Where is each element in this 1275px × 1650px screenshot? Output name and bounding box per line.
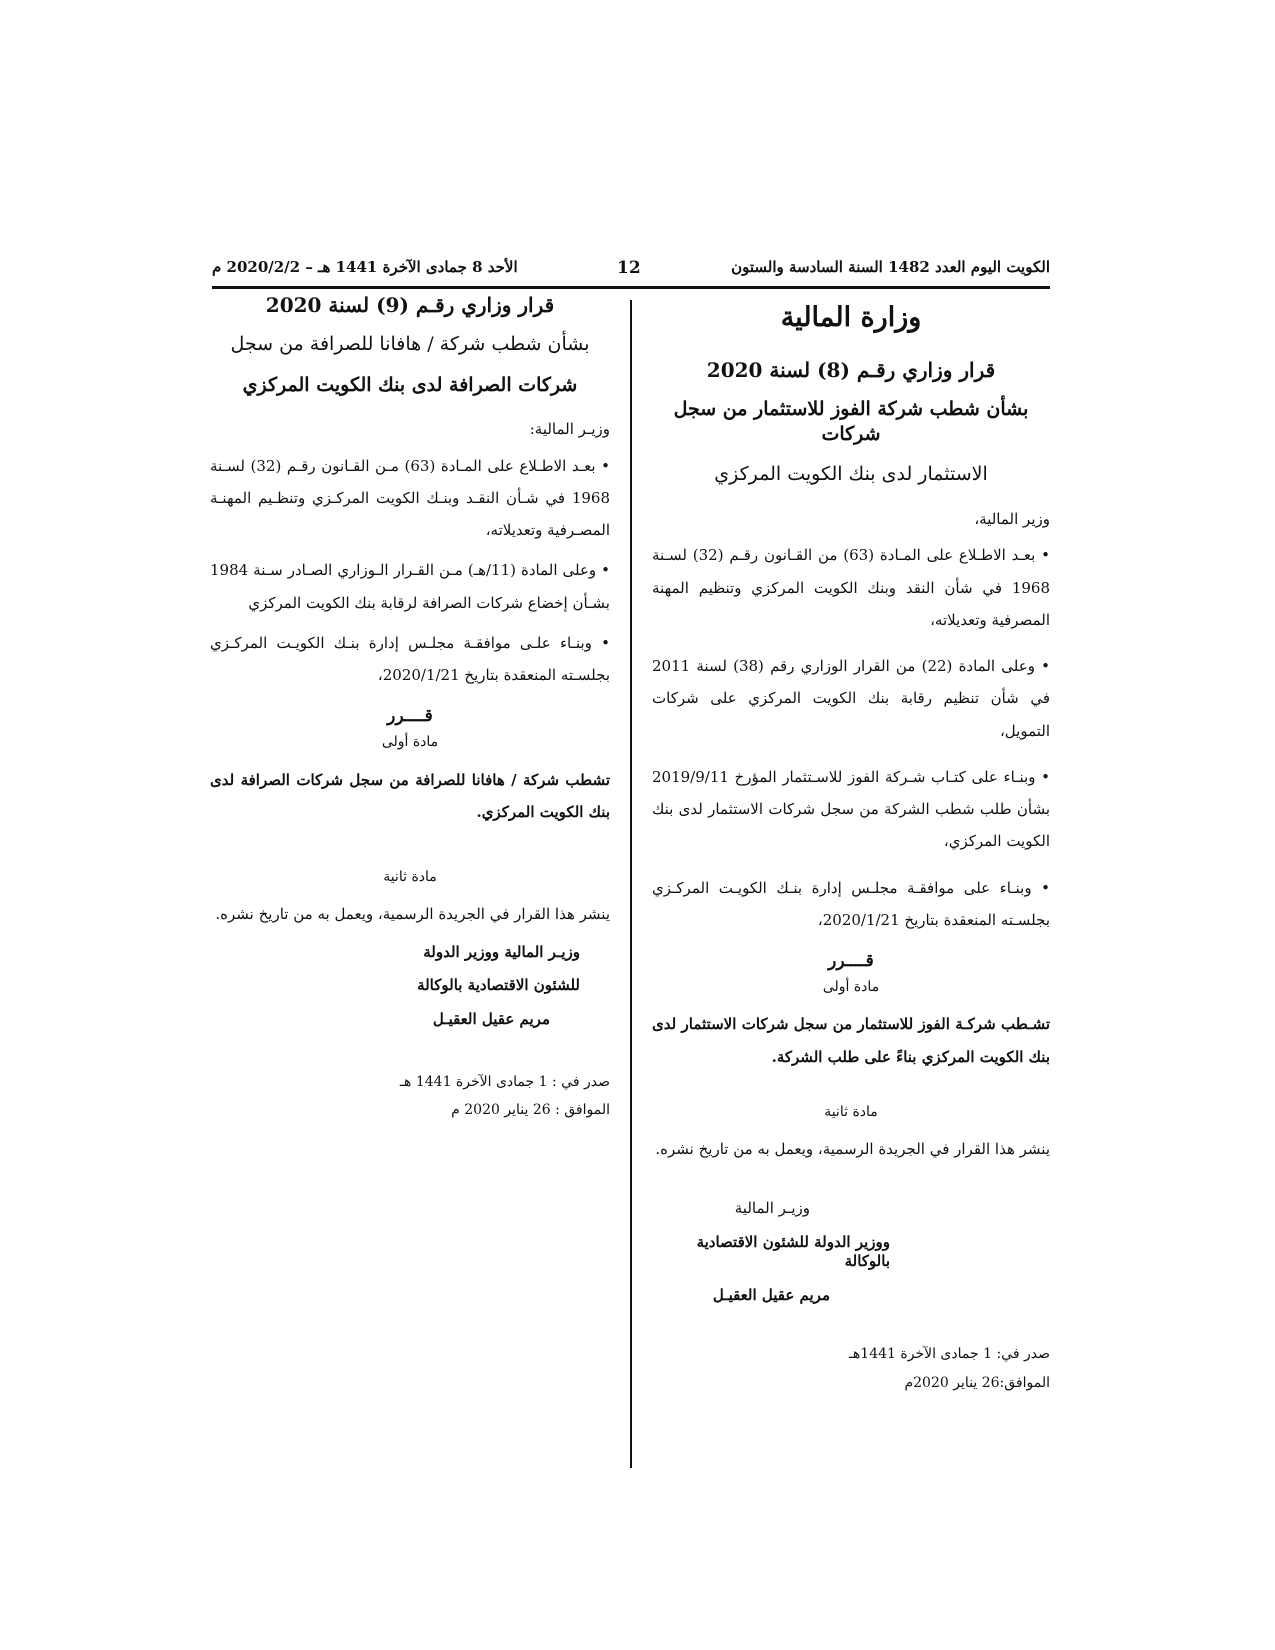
preamble-paragraph: • وبنـاء علـى موافقـة مجلـس إدارة بنـك الكويـت المركـزي بجلسـته المنعقدة بتاريخ 2020/1/21، [210,627,610,692]
decision-subject-line-1: بشأن شطب شركة / هافانا للصرافة من سجل [230,333,590,355]
issued-date-gregorian: الموافق:26 يناير 2020م [904,1374,1050,1391]
article-2-title: مادة ثانية [824,1103,878,1120]
minister-intro: وزيـر المالية: [529,420,610,439]
decided-heading: قــــرر [387,706,433,727]
decision-subject-line-2: الاستثمار لدى بنك الكويت المركزي [714,463,988,486]
signature-line-2: للشئون الاقتصادية بالوكالة [417,976,580,995]
article-2-text: ينشر هذا القرار في الجريدة الرسمية، ويعمل به من تاريخ نشره. [215,905,610,924]
decision-9-column [210,293,610,1129]
decision-title: قرار وزاري رقـم (9) لسنة 2020 [265,293,555,317]
signature-line-3: مريم عقيل العقيـل [712,1285,830,1304]
issued-date-gregorian: الموافق : 26 يناير 2020 م [451,1102,610,1119]
header-issue-info: الكويت اليوم العدد 1482 السنة السادسة والستون [731,258,1050,276]
preamble-paragraph: • وعلى المادة (11/هـ) مـن القـرار الـوزاري الصـادر سـنة 1984 بشـأن إخضاع شركات الصرافة لرقابة بنك الكويت المركزي [210,554,610,619]
minister-intro: وزير المالية، [974,510,1050,529]
decision-subject-line-1: بشأن شطب شركة الفوز للاستثمار من سجل شركات [673,398,1029,445]
preamble-paragraph: • بعـد الاطـلاع على المـادة (63) من القـانون رقـم (32) لسـنة 1968 في شأن النقد وبنك الكويت المركزي وتنظيم المهنة المصرفية وتعديلاته، [652,539,1050,636]
page-header [212,258,1050,289]
preamble-paragraph: • وبنـاء على موافقـة مجلـس إدارة بنـك الكويـت المركـزي بجلسـته المنعقدة بتاريخ 2020/1/21، [652,872,1050,937]
column-divider [630,300,632,1468]
signature-line-3: مريم عقيل العقيـل [432,1009,550,1028]
article-2-text: ينشر هذا القرار في الجريدة الرسمية، ويعمل به من تاريخ نشره. [655,1140,1050,1159]
article-1-title: مادة أولى [381,734,439,751]
issued-date-hijri: صدر في : 1 جمادى الآخرة 1441 هـ [399,1074,610,1091]
signature-line-1: وزيـر المالية ووزير الدولة [423,942,580,961]
decision-subject-line-2: شركات الصرافة لدى بنك الكويت المركزي [242,373,578,396]
article-1-text: تشـطب شركـة الفوز للاستثمار من سجل شركات الاستثمار لدى بنك الكويت المركزي بناءً على طلب الشركة. [652,1015,1050,1066]
signature-line-1: وزيـر المالية [734,1199,810,1218]
decision-8-column [652,298,1050,1402]
ministry-title: وزارة المالية [780,302,922,333]
decided-heading: قــــرر [828,951,874,972]
article-1-text: تشطب شركة / هافانا للصرافة من سجل شركات الصرافة لدى بنك الكويت المركزي. [210,770,610,821]
header-date: الأحد 8 جمادى الآخرة 1441 هـ – 2020/2/2 م [212,258,518,276]
preamble-paragraph: • بعـد الاطـلاع على المـادة (63) مـن القـانون رقـم (32) لسـنة 1968 في شـأن النقـد وبنـك الكويت المركـزي وتنظـيم المهنـة المصـرفية وتعديلاته، [210,450,610,547]
header-page-number: 12 [617,258,641,278]
article-1-title: مادة أولى [822,979,880,996]
preamble-paragraph: • وبنـاء على كتـاب شـركة الفوز للاسـتثمار المؤرخ 2019/9/11 بشأن طلب شطب الشركة من سجل شركات الاستثمار لدى بنك الكويت المركزي، [652,761,1050,858]
signature-line-2: ووزير الدولة للشئون الاقتصادية بالوكالة [696,1232,890,1271]
preamble-paragraph: • وعلى المادة (22) من القرار الوزاري رقم (38) لسنة 2011 في شأن تنظيم رقابة بنك الكويت المركزي على شركات التمويل، [652,650,1050,747]
decision-title: قرار وزاري رقـم (8) لسنة 2020 [706,358,996,383]
article-2-title: مادة ثانية [383,869,437,886]
issued-date-hijri: صدر في: 1 جمادى الآخرة 1441هـ [848,1346,1050,1363]
